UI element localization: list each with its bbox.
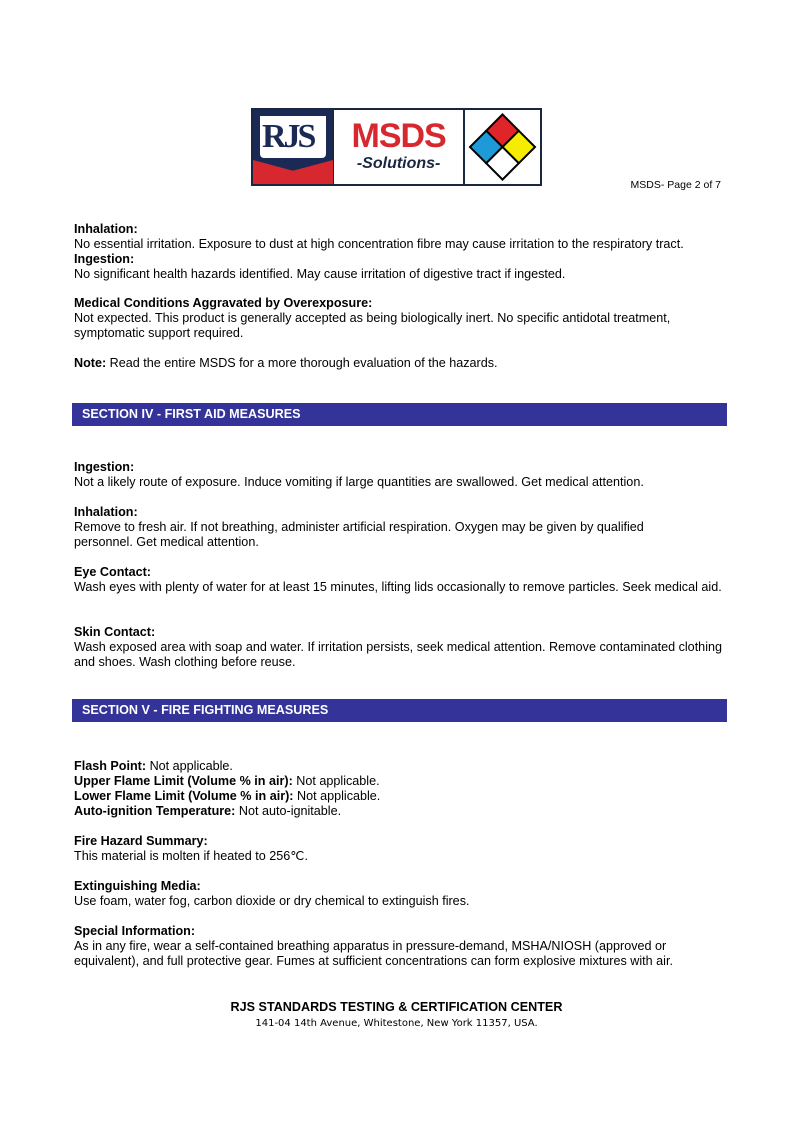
medical-conditions: [74, 296, 722, 341]
extinguishing-media-text: Use foam, water fog, carbon dioxide or dry chemical to extinguish fires.: [74, 894, 470, 908]
auto-ignition-value: Not auto-ignitable.: [235, 804, 342, 818]
special-information-text: As in any fire, wear a self-contained breathing apparatus in pressure-demand, MSHA/NIOSH (approved or equivalent), and full protective gear. Fumes at sufficient concentrations can form explosive mixtures with air.: [74, 939, 673, 968]
ingestion-heading: Ingestion:: [74, 460, 135, 474]
footer-address: 141-04 14th Avenue, Whitestone, New York 11357, USA.: [255, 1018, 538, 1029]
lower-flame-limit-value: Not applicable.: [293, 789, 381, 803]
fire-hazard-summary: [74, 834, 722, 864]
nfpa-diamond-icon: [465, 110, 540, 184]
health-hazards: [74, 222, 722, 282]
rjs-logo: [253, 110, 334, 184]
fire-hazard-heading: Fire Hazard Summary:: [74, 834, 208, 848]
rjs-msds-logo: [251, 108, 542, 186]
section-v-header: SECTION V - FIRE FIGHTING MEASURES: [72, 699, 727, 722]
ingestion-heading: Ingestion:: [74, 252, 135, 266]
first-aid-ingestion: [74, 460, 722, 490]
section-iv-header: SECTION IV - FIRST AID MEASURES: [72, 403, 727, 426]
page-number: MSDS- Page 2 of 7: [630, 179, 721, 191]
eye-contact-heading: Eye Contact:: [74, 565, 151, 579]
upper-flame-limit-label: Upper Flame Limit (Volume % in air):: [74, 774, 293, 788]
inhalation-heading: Inhalation:: [74, 222, 138, 236]
eye-contact-text: Wash eyes with plenty of water for at least 15 minutes, lifting lids occasionally to remove particles. Seek medical aid.: [74, 580, 722, 594]
flammability: [74, 759, 722, 819]
upper-flame-limit-value: Not applicable.: [292, 774, 380, 788]
special-information: [74, 924, 722, 969]
note-label: Note:: [74, 356, 107, 370]
medical-heading: Medical Conditions Aggravated by Overexposure:: [74, 296, 373, 310]
first-aid-skin: [74, 625, 722, 670]
rjs-logo-text: RJS: [262, 118, 314, 155]
extinguishing-media: [74, 879, 722, 909]
footer-org: RJS STANDARDS TESTING & CERTIFICATION CENTER: [230, 1000, 563, 1014]
medical-text: Not expected. This product is generally accepted as being biologically inert. No specific antidotal treatment, symptomatic support required.: [74, 311, 671, 340]
flash-point-value: Not applicable.: [146, 759, 233, 773]
note: [74, 356, 722, 371]
auto-ignition-label: Auto-ignition Temperature:: [74, 804, 236, 818]
ingestion-text: Not a likely route of exposure. Induce vomiting if large quantities are swallowed. Get medical attention.: [74, 475, 644, 489]
skin-contact-heading: Skin Contact:: [74, 625, 156, 639]
flash-point-label: Flash Point:: [74, 759, 147, 773]
msds-logo-text: MSDS: [351, 117, 446, 155]
msds-solutions-logo: [334, 110, 465, 184]
skin-contact-text: Wash exposed area with soap and water. If irritation persists, seek medical attention. Remove contaminated clothing and shoes. Wash clothing before reuse.: [74, 640, 722, 669]
first-aid-inhalation: [74, 505, 722, 550]
note-text: Read the entire MSDS for a more thorough evaluation of the hazards.: [106, 356, 498, 370]
fire-hazard-text: This material is molten if heated to 256℃.: [74, 849, 308, 863]
inhalation-text: No essential irritation. Exposure to dust at high concentration fibre may cause irritation to the respiratory tract.: [74, 237, 684, 251]
extinguishing-media-heading: Extinguishing Media:: [74, 879, 201, 893]
special-information-heading: Special Information:: [74, 924, 196, 938]
solutions-logo-text: -Solutions-: [356, 155, 441, 172]
inhalation-heading: Inhalation:: [74, 505, 138, 519]
ingestion-text: No significant health hazards identified. May cause irritation of digestive tract if ingested.: [74, 267, 566, 281]
lower-flame-limit-label: Lower Flame Limit (Volume % in air):: [74, 789, 294, 803]
first-aid-eye: [74, 565, 722, 595]
inhalation-text: Remove to fresh air. If not breathing, administer artificial respiration. Oxygen may be given by qualified personnel. Get medical attention.: [74, 520, 644, 549]
